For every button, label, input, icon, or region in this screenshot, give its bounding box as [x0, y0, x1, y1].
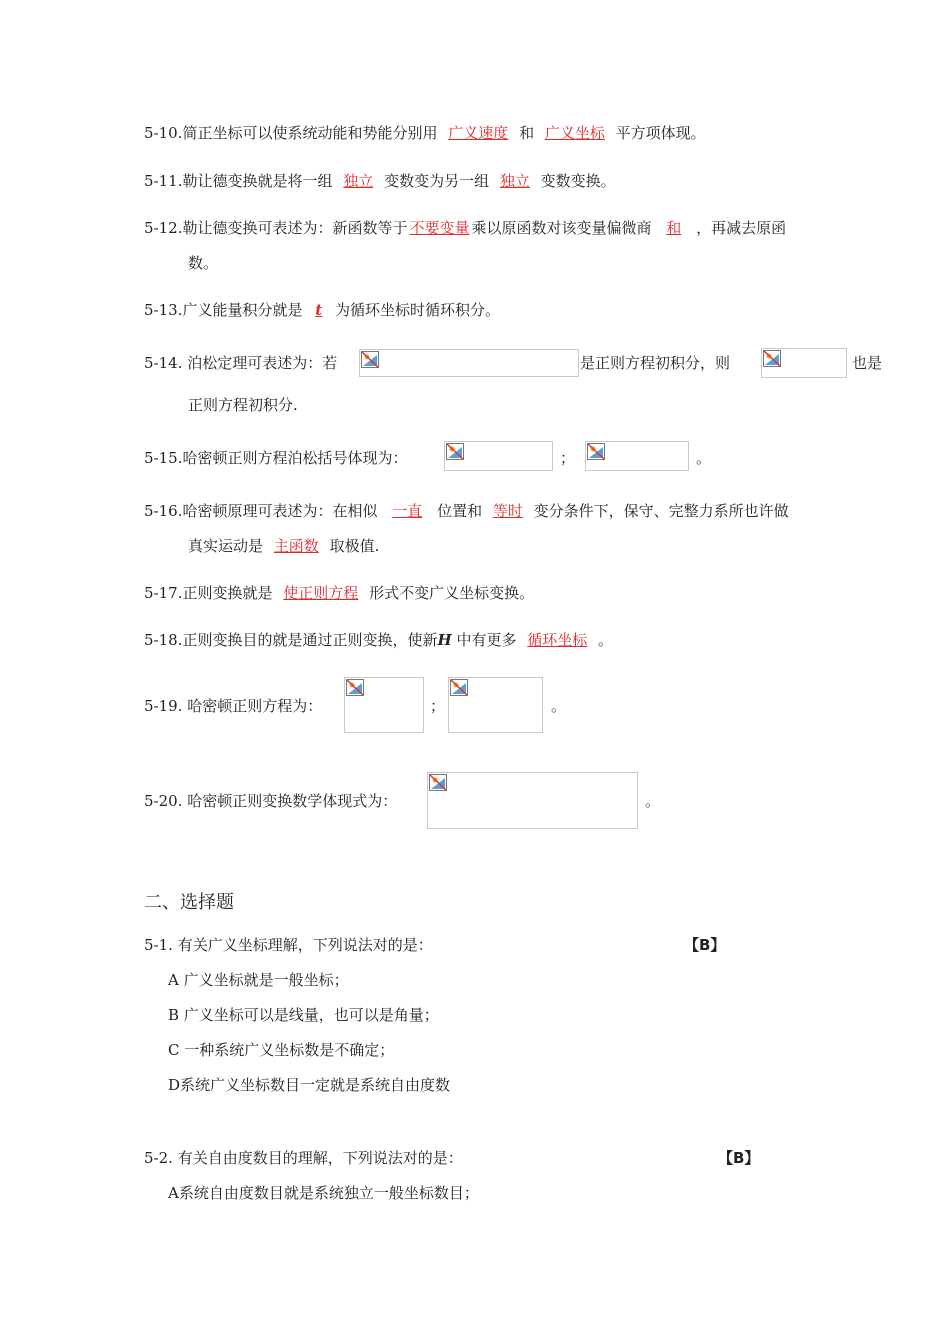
question-5-14: 5-14. 泊松定理可表述为：若 — [144, 354, 338, 372]
question-5-14-cont: 正则方程初积分. — [188, 396, 298, 414]
answer-blank: 使正则方程 — [283, 584, 359, 602]
formula-image — [585, 441, 689, 471]
question-5-17: 5-17.正则变换就是 使正则方程 形式不变广义坐标变换。 — [144, 584, 535, 602]
choice-5-2: 5-2. 有关自由度数目的理解，下列说法对的是： — [144, 1149, 463, 1167]
question-5-16: 5-16.哈密顿原理可表述为：在相似 一直 位置和 等时 变分条件下，保守、完整力系所也许做 — [144, 502, 789, 520]
option: B 广义坐标可以是线量，也可以是角量； — [168, 1006, 439, 1024]
question-5-16-cont: 真实运动是 主函数 取极值. — [188, 537, 380, 555]
broken-image-icon — [446, 443, 464, 460]
separator: ； — [430, 697, 446, 715]
end-mark: 。 — [696, 449, 712, 467]
choice-5-1: 5-1. 有关广义坐标理解，下列说法对的是： — [144, 936, 433, 954]
answer-blank: 等时 — [492, 502, 523, 520]
formula-image — [359, 349, 579, 377]
question-5-12-cont: 数。 — [188, 254, 219, 272]
formula-image — [344, 677, 424, 733]
question-5-11: 5-11.勒让德变换就是将一组 独立 变数变为另一组 独立 变数变换。 — [144, 172, 616, 190]
question-5-18: 5-18.正则变换目的就是通过正则变换，使新H 中有更多 循环坐标 。 — [144, 631, 614, 649]
question-5-20: 5-20. 哈密顿正则变换数学体现式为： — [144, 792, 398, 810]
question-5-14-end: 也是 — [852, 354, 883, 372]
option: A系统自由度数目就是系统独立一般坐标数目； — [168, 1184, 479, 1202]
answer-blank: 主函数 — [273, 537, 319, 555]
broken-image-icon — [346, 679, 364, 696]
option: D系统广义坐标数目一定就是系统自由度数 — [168, 1076, 451, 1094]
separator: ； — [560, 449, 576, 467]
end-mark: 。 — [645, 792, 661, 810]
answer-key: 【B】 — [684, 936, 726, 954]
question-5-10: 5-10.简正坐标可以使系统动能和势能分别用 广义速度 和 广义坐标 平方项体现。 — [144, 124, 706, 142]
option: A 广义坐标就是一般坐标； — [168, 971, 349, 989]
formula-image — [444, 441, 553, 471]
answer-key: 【B】 — [718, 1149, 760, 1167]
answer-blank: 一直 — [392, 502, 423, 520]
answer-blank: t — [315, 301, 323, 319]
answer-blank: 和 — [666, 219, 682, 237]
end-mark: 。 — [551, 697, 567, 715]
broken-image-icon — [450, 679, 468, 696]
hamiltonian-symbol: H — [437, 631, 452, 649]
answer-blank: 广义速度 — [448, 124, 509, 142]
broken-image-icon — [361, 351, 379, 368]
answer-blank: 独立 — [499, 172, 530, 190]
formula-image — [427, 772, 638, 829]
question-5-19: 5-19. 哈密顿正则方程为： — [144, 697, 323, 715]
question-5-12: 5-12.勒让德变换可表述为：新函数等于 不要变量 乘以原函数对该变量偏微商 和 ，再减去原函 — [144, 219, 787, 237]
broken-image-icon — [587, 443, 605, 460]
question-5-15: 5-15.哈密顿正则方程泊松括号体现为： — [144, 449, 408, 467]
section-title: 二、选择题 — [144, 892, 234, 913]
answer-blank: 循环坐标 — [527, 631, 588, 649]
answer-blank: 广义坐标 — [544, 124, 605, 142]
broken-image-icon — [429, 774, 447, 791]
answer-blank: 不要变量 — [409, 219, 470, 237]
question-5-13: 5-13.广义能量积分就是 t 为循环坐标时循环积分。 — [144, 301, 500, 319]
answer-blank: 独立 — [343, 172, 374, 190]
broken-image-icon — [763, 350, 781, 367]
option: C 一种系统广义坐标数是不确定； — [168, 1041, 395, 1059]
question-5-14-mid: 是正则方程初积分，则 — [580, 354, 731, 372]
formula-image — [448, 677, 543, 733]
formula-image — [761, 348, 847, 378]
